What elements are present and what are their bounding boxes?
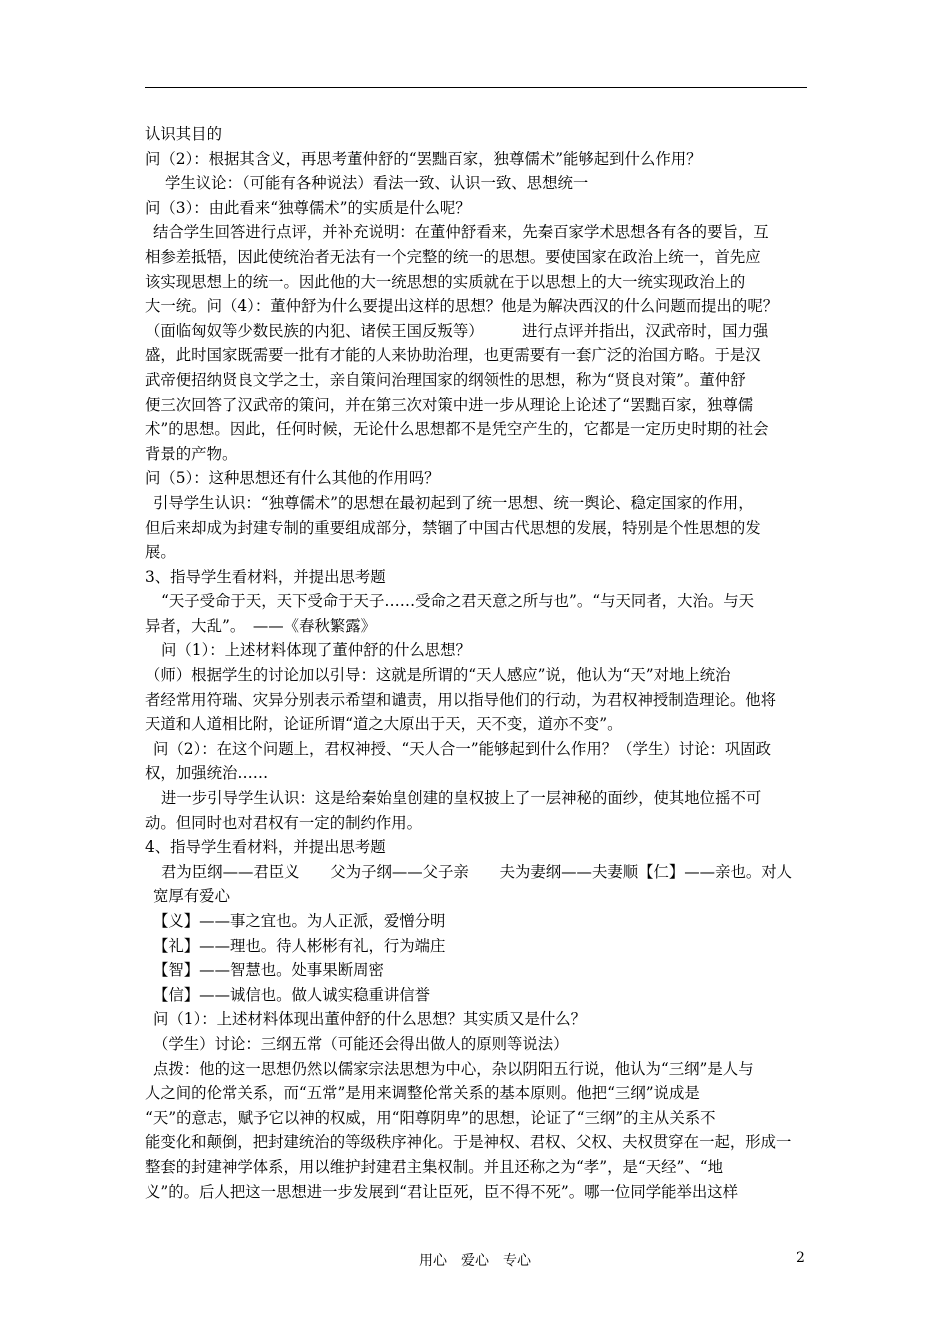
text-line: 问（5）：这种思想还有什么其他的作用吗？	[145, 469, 440, 488]
text-line: （学生）讨论：三纲五常（可能还会得出做人的原则等说法）	[153, 1034, 569, 1053]
text-line: 4、指导学生看材料，并提出思考题	[145, 838, 386, 857]
text-line: 动。但同时也对君权有一定的制约作用。	[145, 813, 423, 832]
text-line: 权，加强统治……	[145, 764, 269, 783]
text-line: 武帝便招纳贤良文学之士，亲自策问治理国家的纲领性的思想，称为“贤良对策”。董仲舒	[145, 370, 746, 389]
page-number: 2	[796, 1250, 805, 1266]
document-body	[145, 122, 813, 1204]
text-line: 能变化和颠倒，把封建统治的等级秩序神化。于是神权、君权、父权、夫权贯穿在一起，形成一	[145, 1133, 792, 1152]
text-line: 问（2）：根据其含义，再思考董仲舒的“罢黜百家，独尊儒术”能够起到什么作用？	[145, 149, 702, 168]
text-line: 结合学生回答进行点评，并补充说明：在董仲舒看来，先秦百家学术思想各有各的要旨，互	[153, 223, 769, 242]
text-line: （师）根据学生的讨论加以引导：这就是所谓的“天人感应”说，他认为“天”对地上统治	[145, 666, 731, 685]
text-line: 【礼】——理也。待人彬彬有礼，行为端庄	[153, 936, 446, 955]
text-line: 异者，大乱”。 ——《春秋繁露》	[145, 616, 377, 635]
text-line: 3、指导学生看材料，并提出思考题	[145, 567, 386, 586]
text-line: 术”的思想。因此，任何时候，无论什么思想都不是凭空产生的，它都是一定历史时期的社会	[145, 420, 769, 439]
text-line: 相参差抵牾，因此使统治者无法有一个完整的统一的思想。要使国家在政治上统一，首先应	[145, 247, 761, 266]
text-line: 【义】——事之宜也。为人正派，爱憎分明	[153, 912, 446, 930]
text-line: 【智】——智慧也。处事果断周密	[153, 961, 384, 980]
text-line: 进一步引导学生认识：这是给秦始皇创建的皇权披上了一层神秘的面纱，使其地位摇不可	[161, 789, 762, 808]
text-line: 问（2）：在这个问题上，君权神授、“天人合一”能够起到什么作用？（学生）讨论：巩固政	[153, 739, 772, 758]
text-line: 宽厚有爱心	[153, 887, 230, 906]
text-line: 学生议论：（可能有各种说法）看法一致、认识一致、思想统一	[165, 174, 589, 193]
text-line: “天”的意志，赋予它以神的权威，用“阳尊阴卑”的思想，论证了“三纲”的主从关系不	[145, 1108, 716, 1127]
text-line: 盛，此时国家既需要一批有才能的人来协助治理，也更需要有一套广泛的治国方略。于是汉	[145, 346, 761, 365]
text-line: 者经常用符瑞、灾异分别表示希望和谴责，用以指导他们的行动，为君权神授制造理论。他将	[145, 690, 777, 709]
text-line: 展。	[145, 543, 176, 562]
text-line: 大一统。问（4）：董仲舒为什么要提出这样的思想？他是为解决西汉的什么问题而提出的呢？	[145, 297, 779, 316]
text-line: 义”的。后人把这一思想进一步发展到“君让臣死，臣不得不死”。哪一位同学能举出这样	[145, 1182, 739, 1201]
text-line: 问（3）：由此看来“独尊儒术”的实质是什么呢？	[145, 198, 471, 217]
text-line: 背景的产物。	[145, 444, 238, 463]
text-line: 问（1）：上述材料体现了董仲舒的什么思想？	[161, 641, 471, 660]
text-line: “天子受命于天，天下受命于天子……受命之君天意之所与也”。“与天同者，大治。与天	[161, 592, 755, 611]
text-line: （面临匈奴等少数民族的内犯、诸侯王国反叛等） 进行点评并指出，汉武帝时，国力强	[145, 321, 769, 340]
header-rule	[145, 87, 807, 88]
footer-motto: 用心 爱心 专心	[419, 1253, 531, 1269]
text-line: 认识其目的	[145, 125, 222, 143]
text-line: 便三次回答了汉武帝的策问，并在第三次对策中进一步从理论上论述了“罢黜百家，独尊儒	[145, 395, 754, 414]
text-line: 但后来却成为封建专制的重要组成部分，禁锢了中国古代思想的发展，特别是个性思想的发	[145, 518, 761, 537]
text-line: 引导学生认识：“独尊儒术”的思想在最初起到了统一思想、统一舆论、稳定国家的作用，	[153, 493, 754, 512]
text-line: 天道和人道相比附，论证所谓“道之大原出于天，天不变，道亦不变”。	[145, 715, 623, 734]
text-line: 该实现思想上的统一。因此他的大一统思想的实质就在于以思想上的大一统实现政治上的	[145, 272, 746, 291]
text-line: 人之间的伦常关系，而“五常”是用来调整伦常关系的基本原则。他把“三纲”说成是	[145, 1084, 700, 1103]
text-line: 君为臣纲——君臣义 父为子纲——父子亲 夫为妻纲——夫妻顺【仁】——亲也。对人	[161, 862, 793, 881]
text-line: 整套的封建神学体系，用以维护封建君主集权制。并且还称之为“孝”，是“天经”、“地	[145, 1157, 724, 1176]
text-line: 问（1）：上述材料体现出董仲舒的什么思想？其实质又是什么？	[153, 1010, 587, 1029]
text-line: 点拨：他的这一思想仍然以儒家宗法思想为中心，杂以阴阳五行说，他认为“三纲”是人与	[153, 1059, 754, 1078]
text-line: 【信】——诚信也。做人诚实稳重讲信誉	[153, 985, 431, 1004]
